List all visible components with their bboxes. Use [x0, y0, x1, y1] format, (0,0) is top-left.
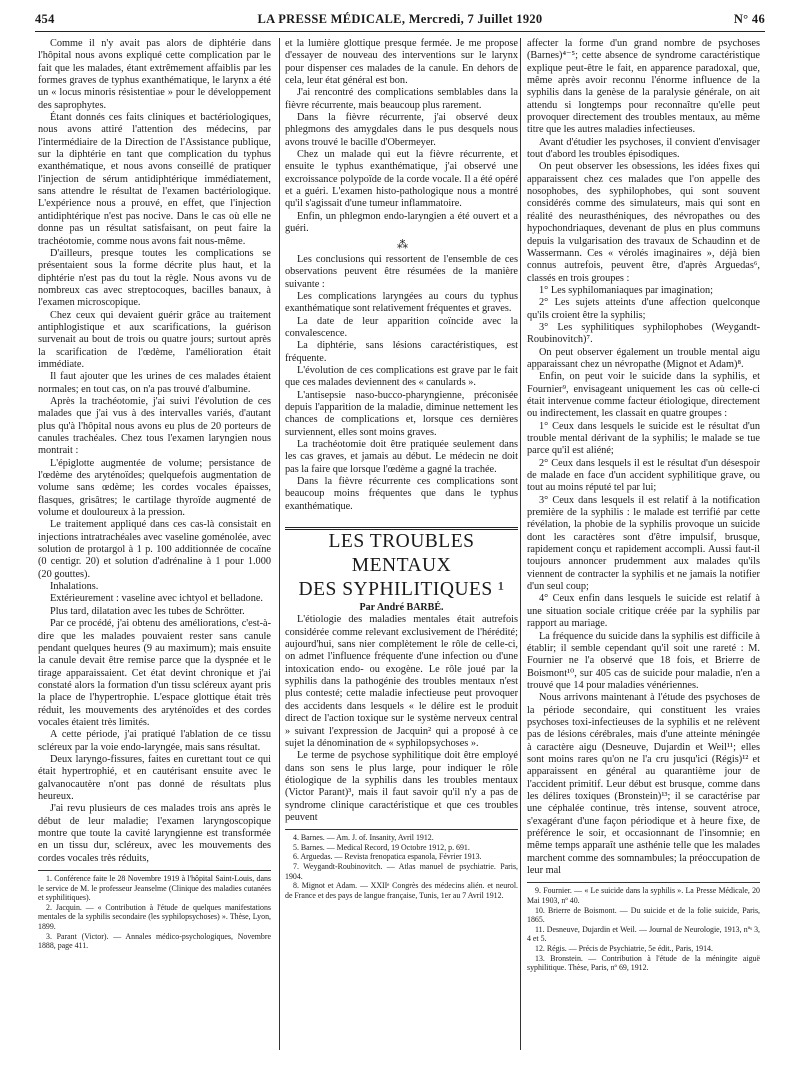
issue-date: Mercredi, 7 Juillet 1920: [408, 12, 543, 26]
footnote: 5. Barnes. — Medical Record, 19 Octobre 1912, p. 691.: [293, 842, 470, 852]
paragraph: J'ai revu plusieurs de ces malades trois ans après le début de leur maladie; l'examen laryngoscopique montre que toute la cavité laryngienne est transformée en un tissu dur, scléreux, avec les mouvements des cordes vocales très réduits,: [38, 803, 271, 864]
paragraph: Deux laryngo-fissures, faites en curettant tout ce qui était hypertrophié, et en cautérisant ensuite avec le galvanocautère n'ont pas donné de résultats plus heureux.: [38, 753, 271, 802]
paragraph: L'antisepsie naso-bucco-pharyngienne, préconisée depuis l'apparition de la maladie, diminue nettement les chances de complications et, lorsque ces dernières surviennent, elles sont moins graves.: [285, 389, 518, 438]
paragraph: Avant d'étudier les psychoses, il convient d'envisager tout d'abord les troubles épisodiques.: [527, 136, 760, 161]
paragraph: 4° Ceux enfin dans lesquels le suicide est relatif à une situation sociale critique créée par la syphilis par rapport au mariage.: [527, 593, 760, 630]
paragraph: Dans la fièvre récurrente ces complications sont beaucoup moins fréquentes que dans le typhus exanthématique.: [285, 476, 518, 512]
column-divider: [279, 38, 280, 1050]
paragraph: A cette période, j'ai pratiqué l'ablation de ce tissu scléreux par la voie endo-laryngée, mais sans résultat.: [38, 729, 271, 753]
footnotes: [38, 874, 271, 951]
footnote: 3. Parant (Victor). — Annales médico-psychologiques, Novembre 1888, page 411.: [38, 931, 271, 951]
paragraph: Extérieurement : vaseline avec ichtyol et belladone.: [50, 593, 263, 605]
article-byline: Par André BARBÉ.: [359, 602, 444, 614]
journal-name: LA PRESSE MÉDICALE,: [257, 12, 406, 26]
paragraph: La diphtérie, sans lésions caractéristiques, est fréquente.: [285, 340, 518, 364]
column-3: [527, 38, 760, 1080]
page-number: 454: [35, 12, 55, 26]
article-title-line-1: LES TROUBLES MENTAUX: [328, 531, 475, 577]
paragraph: 2° Les sujets atteints d'une affection quelconque qu'ils croient être la syphilis;: [527, 297, 760, 321]
footnote-rule: [527, 882, 760, 883]
page-header: [35, 12, 765, 32]
footnote: 6. Arguedas. — Revista frenopatica espanola, Février 1913.: [293, 852, 482, 862]
paragraph: Chez un malade qui eut la fièvre récurrente, et ensuite le typhus exanthématique, j'ai observé une excroissance polypoïde de la corde vocale. Il a été opéré et a guéri. L'examen histo-pathologique nous a montré qu'il s'agissait d'une tumeur inflammatoire.: [285, 149, 518, 210]
footnote-rule: [285, 829, 518, 830]
paragraph: On peut observer également un trouble mental aigu apparaissant chez un névropathe (Mignot et Adam)⁸.: [527, 346, 760, 370]
column-2-section-a: [285, 38, 518, 236]
paragraph: Le terme de psychose syphilitique doit être employé dans son sens le plus large, pour indiquer le rôle étiologique de la syphilis dans les troubles mentaux (Victor Parant)³, mais il faut savoir qu'il n'y a pas de syndrome clinique caractéristique et que ces troubles peuvent: [285, 750, 518, 823]
paragraph: Inhalations.: [50, 581, 99, 593]
paragraph: 3° Ceux dans lesquels il est relatif à la notification première de la syphilis : le malade est terrifié par cette révélation, la phobie de la syphilis provoque un suicide dont les caractères sont d'être impulsif, brusque, rapidement conçu et rapidement accompli. Aussi faut-il toujours annoncer prudemment aux malades qu'ils viennent de contracter la syphilis et ne jamais la notifier d'un seul coup;: [527, 494, 760, 593]
paragraph: Étant donnés ces faits cliniques et bactériologiques, nous avons attiré l'attention des médecins, par l'intermédiaire de la Direction de l'Assistance publique, sur la diphtérie en tant que complication du typhus exanthématique, et nous avons conseillé de pratiquer l'injection de sérum antidiphtérique immédiatement, sans attendre le résultat de l'examen bactériologique. L'expérience nous a prouvé, en effet, que l'injection antidiphtérique n'est pas nocive. Dans le cas où elle ne donne pas un résultat satisfaisant, on peut faire la trachéotomie, comme nous avons fait nous-même.: [38, 112, 271, 247]
footnotes: [285, 833, 518, 900]
paragraph: Comme il n'y avait pas alors de diphtérie dans l'hôpital nous avons expliqué cette complication par le fait que les malades, étant extrêmement affaiblis par les formes graves de typhus exanthématique, le larynx a été un « locus minoris résistentiae » pour le développement des saprophytes.: [38, 38, 271, 111]
column-2: [285, 38, 518, 1080]
column-1-body: [38, 38, 271, 865]
paragraph: Chez ceux qui devaient guérir grâce au traitement antiphlogistique et aux scarifications, la guérison survenait au bout de trois ou quatre jours; surtout après la scarification de l'œdème, l'amélioration était immédiate.: [38, 309, 271, 370]
paragraph: Les complications laryngées au cours du typhus exanthématique sont relativement fréquentes et graves.: [285, 290, 518, 315]
paragraph: L'épiglotte augmentée de volume; persistance de l'œdème des aryténoïdes; quelquefois augmentation de volume sans œdème; les cordes vocales épaisses, flasques, grisâtres; le cartilage thyroïde augmenté de volume et douloureux à la pression.: [38, 457, 271, 519]
paragraph: Dans la fièvre récurrente, j'ai observé deux phlegmons des amygdales dans le pus desquels nous avons trouvé le bacille d'Obermeyer.: [285, 112, 518, 148]
footnote: 8. Mignot et Adam. — XXIIᵉ Congrès des médecins alién. et neurol. de France et des pays de langue française, Tunis, 1er au 7 Avril 1912.: [285, 881, 518, 900]
conclusions-section: [285, 254, 518, 513]
paragraph: La date de leur apparition coïncide avec la convalescence.: [285, 315, 518, 339]
paragraph: D'ailleurs, presque toutes les complications se présentaient sous la forme décrite plus haut, et la diphtérie n'est pas du tout la règle. Nous avons vu de nombreux cas avec streptocoques, bacilles banaux, à l'examen microscopique.: [38, 247, 271, 309]
footnote: 4. Barnes. — Am. J. of. Insanity, Avril 1912.: [293, 833, 434, 843]
paragraph: Par ce procédé, j'ai obtenu des améliorations, c'est-à-dire que les malades pouvaient rester sans canule pendant quelques heures (9 au maximum); mais ensuite la canule devait être remise parce que la dyspnée et le tirage apparaissaient. Cet état devint chronique et j'ai constaté alors la formation d'un tissu scléreux ayant pris la place de l'hypertrophie. L'espace glottique était très réduit, les mouvements des aryténoïdes et des cordes vocales étaient très limités.: [38, 618, 271, 728]
footnote: 12. Régis. — Précis de Psychiatrie, 5e édit., Paris, 1914.: [535, 943, 713, 953]
running-title: [35, 12, 765, 27]
paragraph: et la lumière glottique presque fermée. Je me propose d'essayer de nouveau des interventions sur le larynx pour dispenser ces malades de la canule. En dehors de cela, leur état général est bon.: [285, 38, 518, 87]
paragraph: Le traitement appliqué dans ces cas-là consistait en injections intratrachéales avec vaseline goménolée, avec solution de protargol à 1 p. 100 additionnée de cocaïne (0 centigr. 20) et solution d'adrénaline à 1 pour 1.000 (20 gouttes).: [38, 519, 271, 580]
column-divider: [520, 38, 521, 1050]
paragraph: On peut observer les obsessions, les idées fixes qui apparaissent chez ces malades que l'on appelle des nosophobes, des syphilophobes, qui sont souvent considérés comme des simulateurs, mais qui sont en réalité des neurasthéniques, des névropathes ou des hypochondriaques, devenant de plus en plus communs depuis la vulgarisation des travaux de Schaudinn et de Wassermann. Ces « vérolés imaginaires », déjà bien connus autrefois, peuvent être, d'après Arguedas⁶, classés en trois groupes :: [527, 161, 760, 284]
column-1: [38, 38, 271, 1080]
paragraph: La trachéotomie doit être pratiquée seulement dans les cas graves, et jamais au début. Le médecin ne doit pas la faire que lorsque l'œdème a gagné la trachée.: [285, 439, 518, 475]
footnote: 2. Jacquin. — « Contribution à l'étude de quelques manifestations mentales de la syphilis secondaire (les syphilopsychoses) ». Thèse, Lyon, 1899.: [38, 902, 271, 931]
footnote: 9. Fournier. — « Le suicide dans la syphilis ». La Presse Médicale, 20 Mai 1903, nº 40.: [527, 886, 760, 905]
paragraph: J'ai rencontré des complications semblables dans la fièvre récurrente, mais beaucoup plus rarement.: [285, 87, 518, 111]
footnote: 11. Desneuve, Dujardin et Weil. — Journal de Neurologie, 1913, nºˢ 3, 4 et 5.: [527, 924, 760, 944]
footnote: 1. Conférence faite le 28 Novembre 1919 à l'hôpital Saint-Louis, dans le service de M. le professeur Jeanselme (Clinique des maladies cutanées et syphilitiques).: [38, 874, 271, 903]
footnotes: [527, 886, 760, 972]
paragraph: L'étiologie des maladies mentales était autrefois considérée comme relevant exclusivement de l'hérédité; aujourd'hui, sans nier complètement le rôle de celle-ci, on admet l'influence fréquente d'une infection ou d'une intoxication endo- ou exogène. Le rôle joué par la syphilis dans la pathogénie des troubles mentaux n'est plus contesté; cette maladie infectieuse peut provoquer des accidents dans lesquels « le délire est le produit direct de l'action toxique sur le système nerveux central » suivant l'expression de Jacquin² qui a proposé à ce sujet la dénomination de « syphilopsychoses ».: [285, 614, 518, 749]
footnote: 7. Weygandt-Roubinovitch. — Atlas manuel de psychiatrie. Paris, 1904.: [285, 862, 518, 881]
paragraph: 1° Ceux dans lesquels le suicide est le résultat d'un trouble mental dérivant de la syphilis; le malade se tue parce qu'il est aliéné;: [527, 420, 760, 457]
article-intro: [285, 614, 518, 824]
issue-number: N° 46: [733, 12, 765, 26]
article-title: [285, 530, 518, 602]
footnote: 10. Brierre de Boismont. — Du suicide et de la folie suicide, Paris, 1865.: [527, 905, 760, 925]
paragraph: Nous arrivons maintenant à l'étude des psychoses de la période secondaire, qui constituent les vraies psychoses toxi-infectieuses de la syphilis et ne relèvent pas de lésions cérébrales, mais d'une atteinte méningée à caractère aigu (Desneuve, Dujardin et Weil¹¹; elles sont moins rares qu'on ne l'a cru jusqu'ici (Régis)¹² et apparaissent en général au quarantième jour de l'accident primitif. Leur début est brusque, comme dans les délires toxiques (Bronstein)¹³; il se caractérise par une céphalée continue, très intense, souvent atroce, s'exagérant d'une façon périodique et à heure fixe, de préférence le soir, et occasionnant de l'insomnie; en même temps apparaît une asthénie telle que les malades marchent comme des somnambules; la préoccupation de leur mal: [527, 692, 760, 877]
paragraph: Il faut ajouter que les urines de ces malades étaient normales; en tout cas, on n'a pas trouvé d'albumine.: [38, 371, 271, 395]
column-3-body: [527, 38, 760, 877]
section-separator: ⁂: [397, 238, 406, 251]
paragraph: 2° Ceux dans lesquels il est le résultat d'un désespoir de malade en face d'un accident syphilitique grave, ou tout au moins réputé tel par lui;: [527, 457, 760, 494]
paragraph: Après la trachéotomie, j'ai suivi l'évolution de ces malades que j'ai vus à des intervalles variés, d'autant plus qu'à l'hôpital nous avons eu plus de 20 porteurs de canules trachéales. Chez tous l'examen laryngien nous montrait :: [38, 395, 271, 457]
paragraph: affecter la forme d'un grand nombre de psychoses (Barnes)⁴⁻⁵; cette absence de syndrome caractéristique explique peut-être le fait, en apparence paradoxal, que, même après avoir reconnu l'énorme influence de la syphilis dans la genèse de la paralysie générale, on ait attendu si longtemps pour reconnaître qu'elle peut provoquer directement des troubles mentaux, au même titre que les autres maladies infectieuses.: [527, 38, 760, 136]
paragraph: Enfin, on peut voir le suicide dans la syphilis, et Fournier⁹, envisageant uniquement les cas où celle-ci était intervenue comme facteur étiologique, directement ou indirectement, les classait en quatre groupes :: [527, 371, 760, 420]
paragraph: Plus tard, dilatation avec les tubes de Schrötter.: [50, 605, 245, 617]
header-rule: [35, 31, 765, 32]
footnote: 13. Bronstein. — Contribution à l'étude de la méningite aiguë syphilitique. Thèse, Paris, nº 69, 1912.: [527, 953, 760, 973]
paragraph: L'évolution de ces complications est grave par le fait que ces malades deviennent des « canulards ».: [285, 364, 518, 389]
paragraph: La fréquence du suicide dans la syphilis est difficile à établir; il semble cependant qu'il soit une rareté : M. Fournier ne l'a observé que 18 fois, et Brierre de Boismont¹⁰, sur 405 cas de suicide pour maladie, n'en a trouvé que 14 pour maladies vénériennes.: [527, 630, 760, 691]
paragraph: Les conclusions qui ressortent de l'ensemble de ces observations peuvent être résumées de la manière suivante :: [285, 253, 518, 290]
paragraph: Enfin, un phlegmon endo-laryngien a été ouvert et a guéri.: [285, 210, 518, 235]
footnote-rule: [38, 870, 271, 871]
article-title-line-2: DES SYPHILITIQUES ¹: [298, 579, 505, 601]
paragraph: 3° Les syphilitiques syphilophobes (Weygandt-Roubinovitch)⁷.: [527, 321, 760, 346]
paragraph: 1° Les syphilomaniaques par imagination;: [539, 284, 713, 296]
